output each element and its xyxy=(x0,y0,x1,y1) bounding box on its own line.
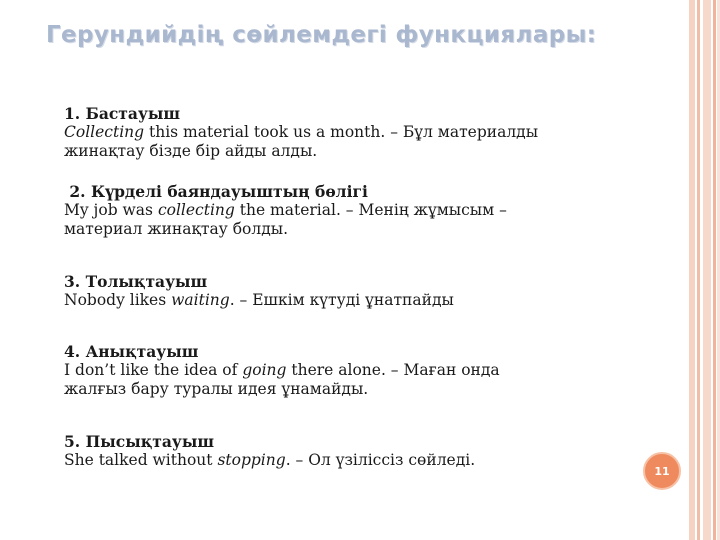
example-line: Nobody likes waiting. – Ешкім күтуді ұнатпайды xyxy=(64,291,454,309)
example-line: She talked without stopping. – Ол үзіліссіз сөйледі. xyxy=(64,451,476,469)
function-item-attribute xyxy=(64,342,664,399)
function-item-subject xyxy=(64,104,664,161)
gerund-word: collecting xyxy=(157,201,235,219)
example-line: I don’t like the idea of going there alone. – Маған онда xyxy=(64,361,500,379)
function-item-adverbial xyxy=(64,432,664,470)
decorative-stripe xyxy=(703,0,711,540)
example-line: Collecting this material took us a month. – Бұл материалды xyxy=(64,123,539,141)
example-line: My job was collecting the material. – Менің жұмысым – xyxy=(64,201,507,219)
decorative-stripe xyxy=(689,0,695,540)
decorative-stripe xyxy=(697,0,700,540)
item-heading: 5. Пысықтауыш xyxy=(64,432,215,451)
slide-title: Герундийдің сөйлемдегі функциялары: xyxy=(46,22,597,48)
gerund-word: Collecting xyxy=(64,123,145,141)
example-line: жалғыз бару туралы идея ұнамайды. xyxy=(64,380,369,398)
gerund-word: waiting xyxy=(171,291,230,309)
example-line: жинақтау бізде бір айды алды. xyxy=(64,142,318,160)
item-heading: 3. Толықтауыш xyxy=(64,272,208,291)
gerund-word: stopping xyxy=(217,451,286,469)
example-line: материал жинақтау болды. xyxy=(64,220,289,238)
slide-number-badge: 11 xyxy=(643,452,681,490)
item-heading: 2. Күрделі баяндауыштың бөлігі xyxy=(64,182,368,201)
function-item-predicate xyxy=(64,182,664,239)
item-heading: 1. Бастауыш xyxy=(64,104,181,123)
decorative-stripe xyxy=(713,0,716,540)
item-heading: 4. Анықтауыш xyxy=(64,342,199,361)
function-item-object xyxy=(64,272,664,310)
gerund-word: going xyxy=(242,361,287,379)
